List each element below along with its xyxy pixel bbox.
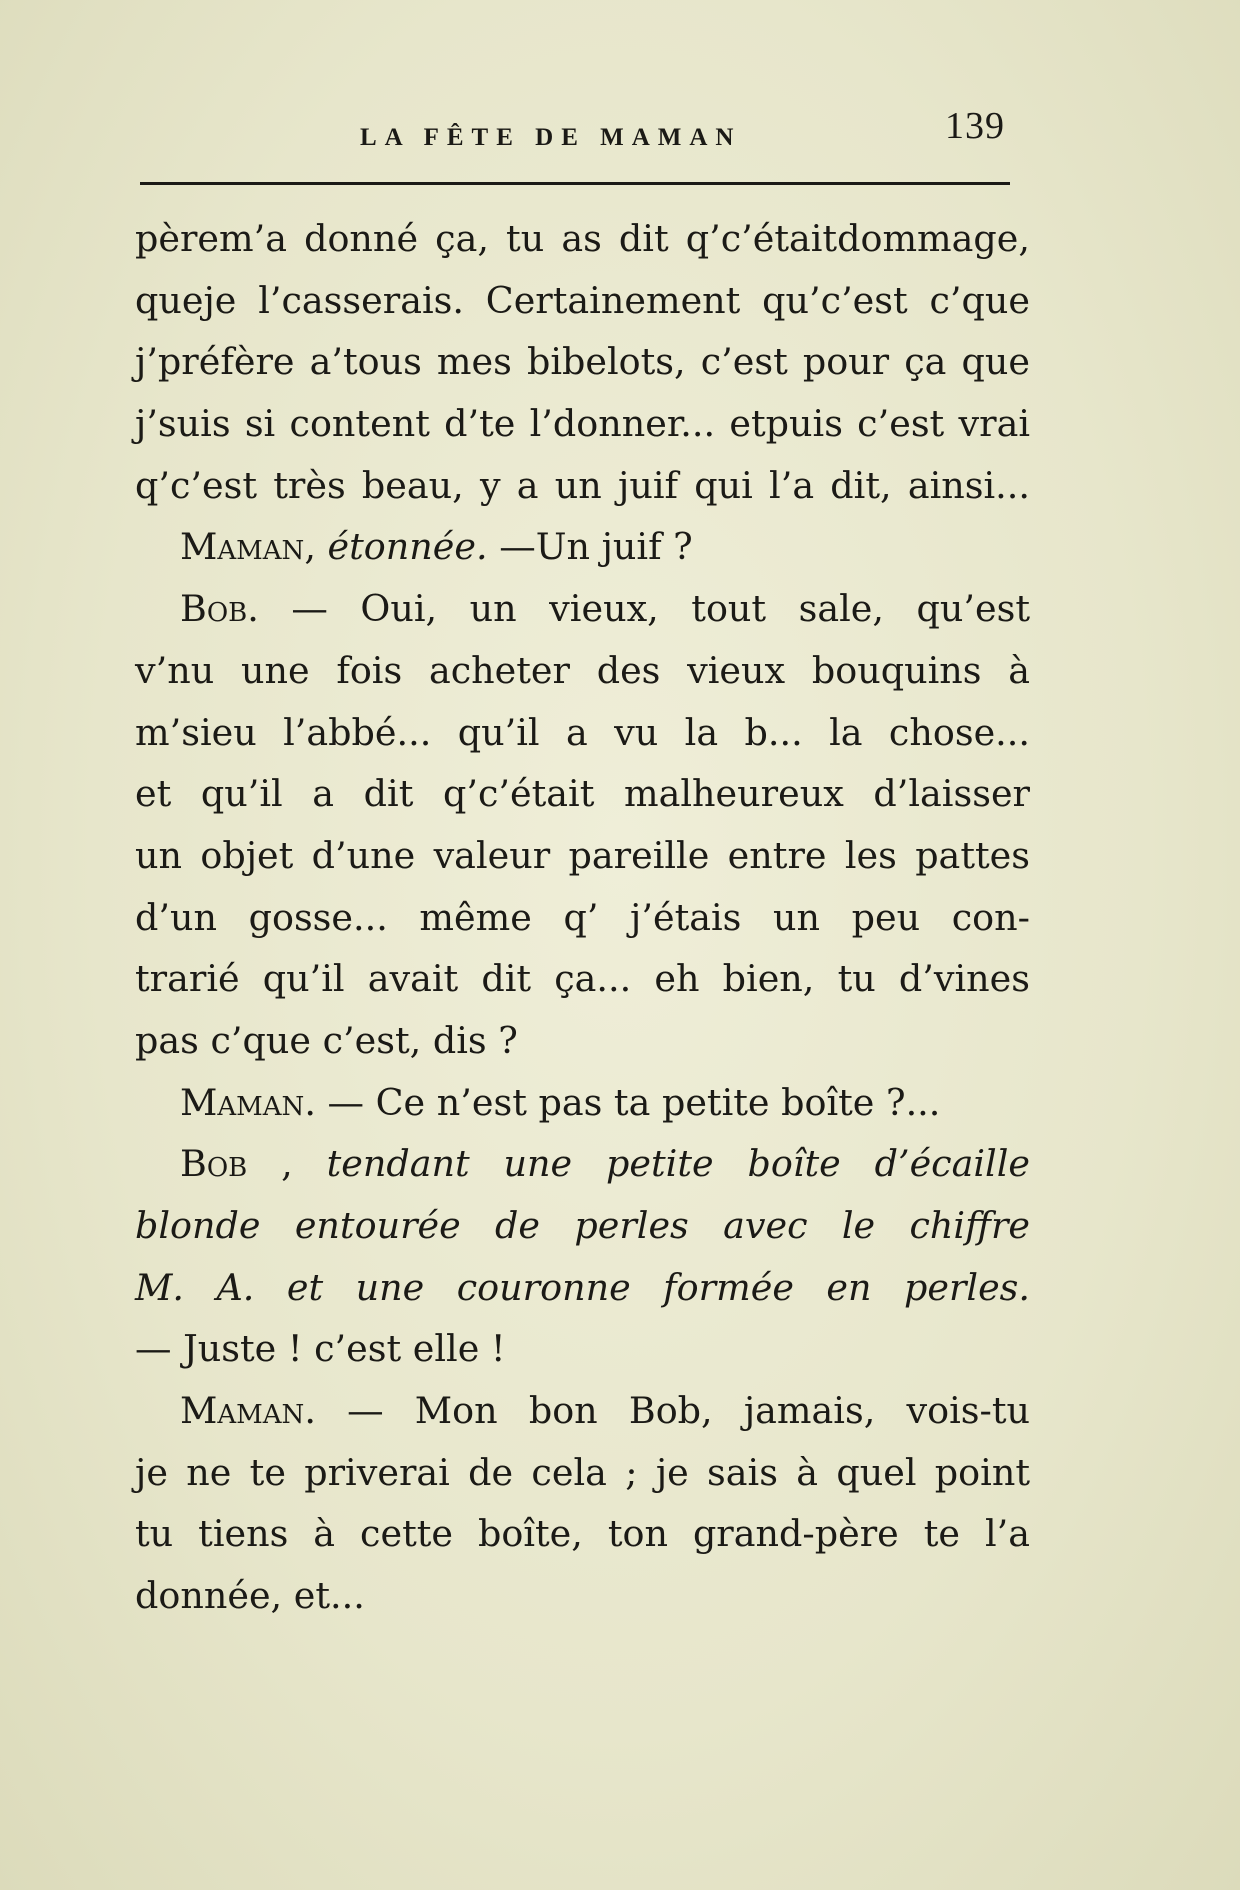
text-line: tu tiens à cette boîte, ton grand-père te l’a [135, 1512, 1030, 1556]
speaker-name: Bob [180, 587, 248, 631]
text-line: d’un gosse... même q’ j’étais un peu con- [135, 895, 1030, 939]
dialogue-text: . — Ce n’est pas ta petite boîte ?... [304, 1080, 941, 1124]
dialogue-line [135, 1380, 1030, 1442]
dialogue-text: . — Mon bon Bob, jamais, vois-tu [304, 1389, 1030, 1433]
text-line: pèrem’a donné ça, tu as dit q’c’étaitdommage, [135, 217, 1030, 260]
text-line: je ne te priverai de cela ; je sais à quel point [135, 1450, 1030, 1494]
text-line: j’préfère a’tous mes bibelots, c’est pour ça que [135, 340, 1030, 384]
dialogue-line [135, 578, 1030, 640]
text-line: donnée, et... [135, 1574, 365, 1618]
text-line: un objet d’une valeur pareille entre les pattes [135, 833, 1030, 877]
dialogue-text: , [247, 1142, 327, 1186]
stage-direction: tendant une petite boîte d’écaille [326, 1142, 1030, 1186]
text-line: m’sieu l’abbé... qu’il a vu la b... la chose... [135, 710, 1030, 754]
stage-direction-line: M. A. et une couronne formée en perles. [135, 1265, 1030, 1309]
dialogue-line: Maman, étonnée. —Un juif ? [180, 525, 693, 569]
text-line: trarié qu’il avait dit ça... eh bien, tu d’vines [135, 957, 1030, 1001]
stage-direction: étonnée. [327, 525, 488, 569]
running-title: LA FÊTE DE MAMAN [360, 124, 742, 151]
text-line: pas c’que c’est, dis ? [135, 1018, 518, 1062]
dialogue-line [135, 1133, 1030, 1195]
speaker-name: Maman [180, 1389, 305, 1433]
speaker-name: Bob [180, 1142, 248, 1186]
text-line: queje l’casserais. Certainement qu’c’est c’que [135, 278, 1030, 322]
header-rule [140, 182, 1010, 185]
speaker-name: Maman [180, 1080, 305, 1124]
speaker-name: Maman [180, 525, 305, 569]
stage-direction-line: blonde entourée de perles avec le chiffre [135, 1204, 1030, 1247]
dialogue-line [135, 1072, 1030, 1134]
page-number: 139 [945, 105, 1005, 147]
text-line: v’nu une fois acheter des vieux bouquins à [135, 648, 1030, 692]
text-line: et qu’il a dit q’c’était malheureux d’laisser [135, 772, 1030, 816]
dialogue-text: —Un juif ? [487, 525, 693, 569]
text-line: j’suis si content d’te l’donner... etpuis c’est vrai [135, 402, 1030, 446]
text-line: — Juste ! c’est elle ! [135, 1327, 506, 1371]
text-line: q’c’est très beau, y a un juif qui l’a dit, ainsi... [135, 463, 1030, 507]
body-text [135, 208, 1030, 1627]
dialogue-text: . — Oui, un vieux, tout sale, qu’est [247, 587, 1030, 631]
